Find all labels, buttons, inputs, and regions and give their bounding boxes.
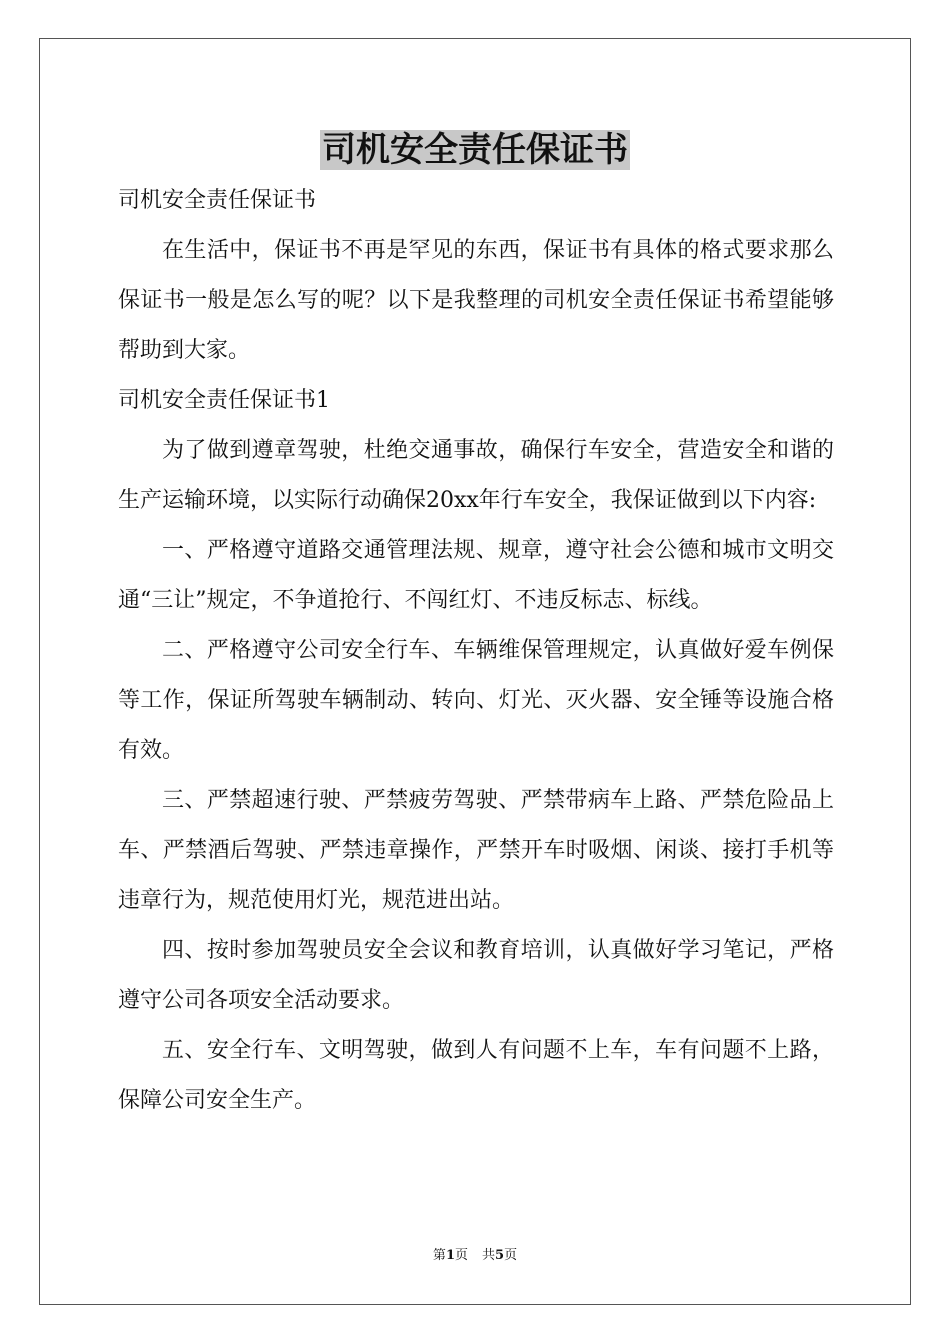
page-number: 1 — [445, 1248, 455, 1263]
paragraph-item-5: 五、安全行车、文明驾驶，做到人有问题不上车，车有问题不上路，保障公司安全生产。 — [118, 1038, 834, 1113]
document-body — [118, 176, 834, 1126]
paragraph-item-1: 一、严格遵守道路交通管理法规、规章，遵守社会公德和城市文明交通“三让”规定，不争道抢行、不闯红灯、不违反标志、标线。 — [118, 538, 834, 613]
page-suffix: 页 — [454, 1248, 468, 1263]
section-heading: 司机安全责任保证书1 — [118, 388, 330, 413]
document-title: 司机安全责任保证书 — [322, 130, 628, 170]
intro-paragraph: 在生活中，保证书不再是罕见的东西，保证书有具体的格式要求那么保证书一般是怎么写的呢？以下是我整理的司机安全责任保证书希望能够帮助到大家。 — [118, 238, 834, 363]
total-suffix: 页 — [504, 1248, 518, 1263]
document-subtitle: 司机安全责任保证书 — [118, 188, 317, 213]
paragraph-item-2: 二、严格遵守公司安全行车、车辆维保管理规定，认真做好爱车例保等工作，保证所驾驶车辆制动、转向、灯光、灭火器、安全锤等设施合格有效。 — [118, 638, 834, 763]
total-prefix: 共 — [482, 1248, 496, 1263]
page-prefix: 第 — [432, 1248, 446, 1263]
page-footer — [0, 1247, 950, 1265]
total-pages: 5 — [495, 1248, 505, 1263]
paragraph-preamble: 为了做到遵章驾驶，杜绝交通事故，确保行车安全，营造安全和谐的生产运输环境，以实际行动确保20xx年行车安全，我保证做到以下内容: — [118, 438, 834, 513]
paragraph-item-3: 三、严禁超速行驶、严禁疲劳驾驶、严禁带病车上路、严禁危险品上车、严禁酒后驾驶、严禁违章操作，严禁开车时吸烟、闲谈、接打手机等违章行为，规范使用灯光，规范进出站。 — [118, 788, 834, 913]
paragraph-item-4: 四、按时参加驾驶员安全会议和教育培训，认真做好学习笔记，严格遵守公司各项安全活动要求。 — [118, 938, 834, 1013]
